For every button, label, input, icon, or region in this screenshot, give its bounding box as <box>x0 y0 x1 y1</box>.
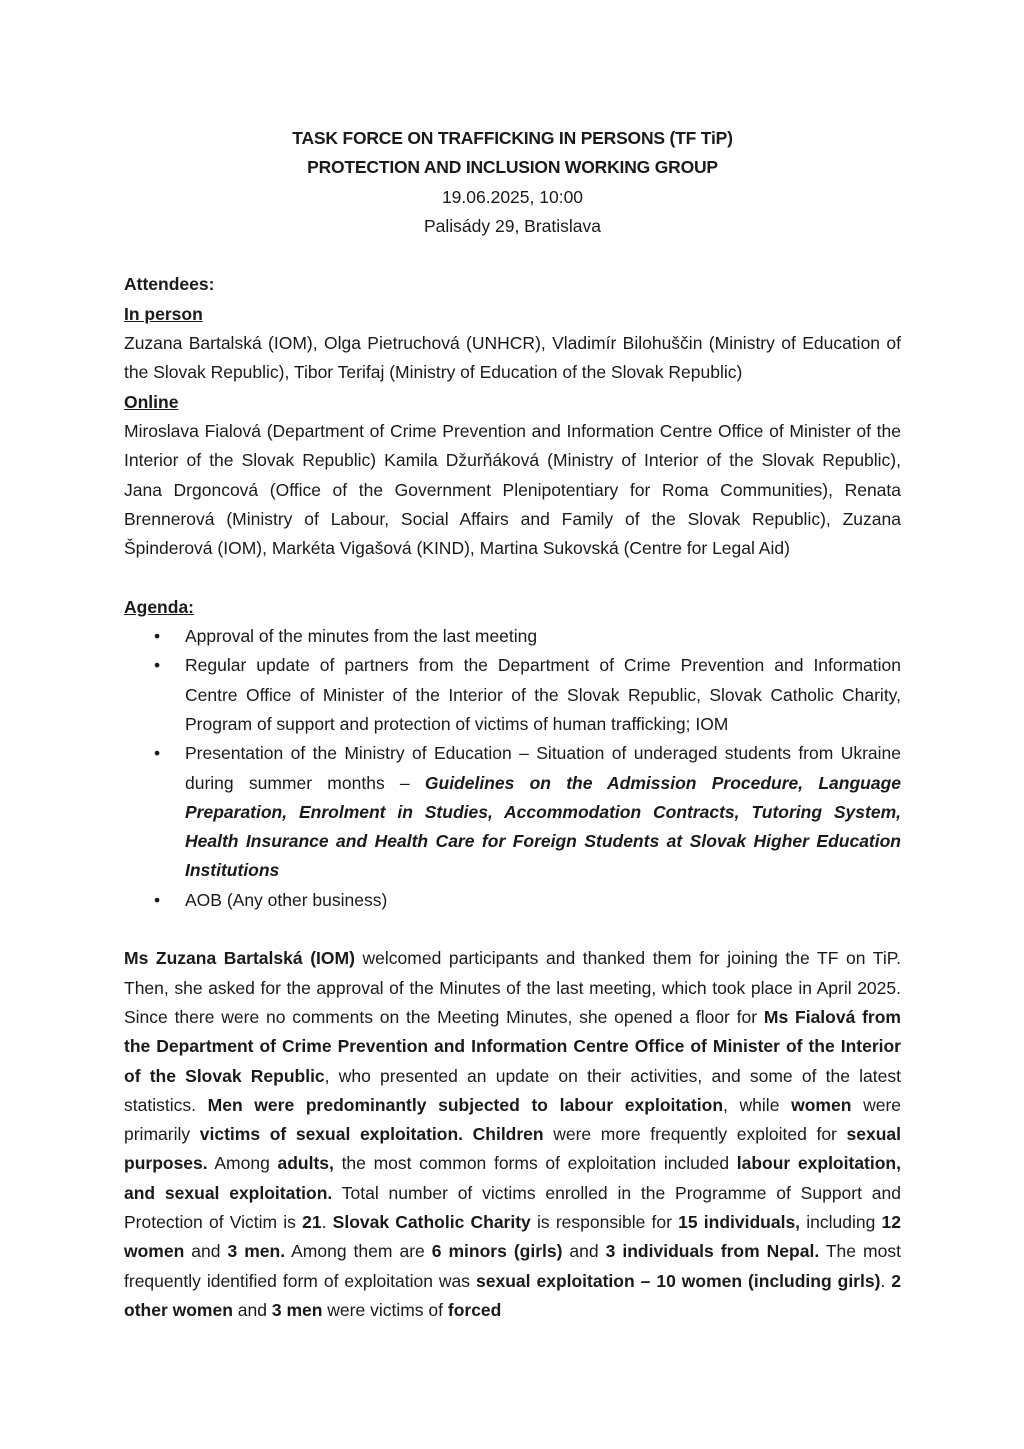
agenda-item <box>124 886 901 915</box>
body-emphasis: 3 individuals from Nepal. <box>605 1241 820 1262</box>
body-text: the most common forms of exploitation included <box>333 1153 737 1174</box>
header-title-line2: PROTECTION AND INCLUSION WORKING GROUP <box>307 157 718 178</box>
body-text: were victims of <box>322 1299 448 1320</box>
in-person-list: Zuzana Bartalská (IOM), Olga Pietruchová (UNHCR), Vladimír Bilohuščin (Ministry of Education of the Slovak Republic), Tibor Terifaj (Ministry of Education of the Slovak Republic) <box>124 333 901 383</box>
body-text: were primarily <box>124 1094 902 1145</box>
document-page <box>124 124 901 1325</box>
body-text: welcomed participants and thanked them for joining the TF on TiP. Then, she asked for the approval of the Minutes of the last meeting, which took place in April 2025. Since there were no comments on the Meeting Minutes, she opened a floor for <box>124 948 901 1027</box>
body-text: is responsible for <box>530 1211 679 1232</box>
body-emphasis: 3 men <box>271 1299 323 1320</box>
body-text: The most frequently identified form of exploitation was <box>124 1241 901 1291</box>
agenda-item-text: Regular update of partners from the Department of Crime Prevention and Information Centre Office of Minister of the Interior of the Slovak Republic, Slovak Catholic Charity, Program of support and protection of victims of human trafficking; IOM <box>185 655 901 734</box>
agenda-item <box>124 622 901 651</box>
agenda-item-text: Approval of the minutes from the last meeting <box>185 626 538 647</box>
body-paragraph <box>124 944 901 1325</box>
online-list: Miroslava Fialová (Department of Crime Prevention and Information Centre Office of Minister of the Interior of the Slovak Republic) Kamila Džurňáková (Ministry of Interior of the Slovak Republic), Jana Drgoncová (Office of the Government Plenipotentiary for Roma Communities), Renata Brennerová (Ministry of Labour, Social Affairs and Family of the Slovak Republic), Zuzana Špinderová (IOM), Markéta Vigašová (KIND), Martina Sukovská (Centre for Legal Aid) <box>124 420 901 559</box>
header-title-line1: TASK FORCE ON TRAFFICKING IN PERSONS (TF TiP) <box>292 128 733 148</box>
body-text: and <box>232 1299 272 1320</box>
body-emphasis: labour exploitation, and sexual exploitation. <box>124 1153 901 1203</box>
spacer <box>124 563 901 592</box>
body-text: and <box>184 1241 228 1262</box>
agenda-item <box>124 651 901 739</box>
agenda-item-emphasis: Guidelines on the Admission Procedure, Language Preparation, Enrolment in Studies, Accommodation Contracts, Tutoring System, Health Insurance and Health Care for Foreign Students at Slovak Higher Education Institutions <box>185 772 902 881</box>
body-emphasis: Men were predominantly subjected to labour exploitation <box>207 1094 724 1115</box>
attendees-heading: Attendees: <box>124 274 215 295</box>
bullet-icon: • <box>154 626 161 647</box>
document-header <box>124 124 901 241</box>
body-text: . <box>880 1270 892 1291</box>
attendees-section <box>124 270 901 563</box>
body-text: Among <box>207 1153 278 1174</box>
bullet-icon: • <box>154 655 161 676</box>
bullet-icon: • <box>154 743 161 764</box>
body-emphasis: 3 men. <box>227 1241 286 1262</box>
body-emphasis: Ms Fialová from the Department of Crime Prevention and Information Centre Office of Minister of the Interior of the Slovak Republic <box>124 1006 901 1086</box>
body-emphasis: sexual exploitation – 10 women (including girls) <box>476 1270 881 1291</box>
body-text: were more frequently exploited for <box>543 1124 847 1145</box>
header-location: Palisády 29, Bratislava <box>423 215 602 236</box>
body-emphasis: 15 individuals, <box>678 1211 801 1232</box>
body-emphasis: 12 women <box>124 1211 901 1262</box>
body-text: including <box>800 1211 882 1232</box>
body-emphasis: 2 other women <box>124 1270 901 1320</box>
agenda-heading: Agenda: <box>124 596 194 617</box>
body-emphasis: 21 <box>302 1211 322 1232</box>
body-text: , who presented an update on their activities, and some of the latest statistics. <box>124 1065 901 1115</box>
header-datetime: 19.06.2025, 10:00 <box>441 186 584 207</box>
in-person-label: In person <box>124 303 203 324</box>
body-emphasis: victims of sexual exploitation. Children <box>199 1124 544 1145</box>
body-text: and <box>562 1241 606 1262</box>
bullet-icon: • <box>154 889 161 910</box>
body-text: , while <box>723 1094 792 1115</box>
agenda-list <box>124 622 901 915</box>
body-emphasis: 6 minors (girls) <box>431 1241 563 1262</box>
body-emphasis: adults, <box>277 1153 334 1174</box>
body-emphasis: forced <box>447 1299 502 1320</box>
spacer <box>124 241 901 270</box>
body-emphasis: women <box>791 1094 852 1115</box>
agenda-item-text: Presentation of the Ministry of Education – Situation of underaged students from Ukraine during summer months – <box>185 743 901 793</box>
body-emphasis: Slovak Catholic Charity <box>332 1211 531 1232</box>
agenda-item <box>124 739 901 885</box>
body-emphasis: sexual purposes. <box>124 1124 901 1174</box>
body-text: Total number of victims enrolled in the Programme of Support and Protection of Victim is <box>124 1182 901 1232</box>
body-text: . <box>321 1211 333 1232</box>
agenda-item-text: AOB (Any other business) <box>185 889 388 910</box>
agenda-section <box>124 593 901 915</box>
spacer <box>124 915 901 944</box>
body-text: Among them are <box>285 1241 432 1262</box>
online-label: Online <box>124 391 179 412</box>
speaker-name: Ms Zuzana Bartalská (IOM) <box>124 948 355 969</box>
